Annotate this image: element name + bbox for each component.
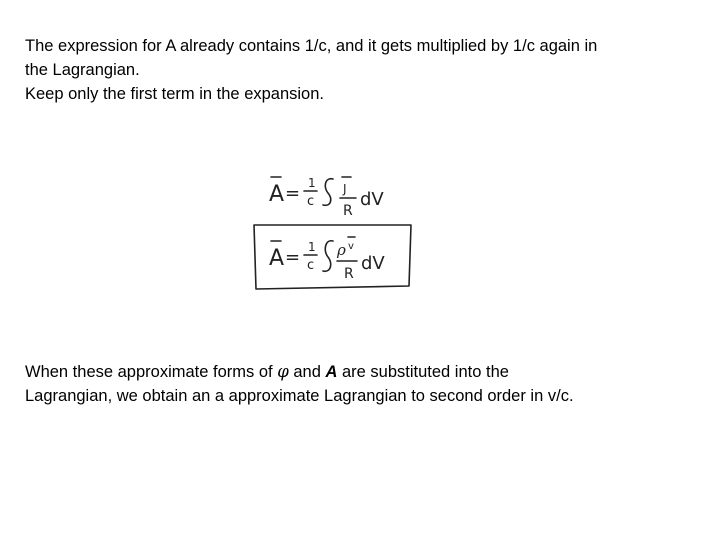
equations-drawing (245, 165, 420, 295)
equation-1 (269, 176, 384, 219)
intro-line-2: the Lagrangian. (25, 61, 140, 79)
eq2-integrand-rho: ρ (337, 241, 346, 259)
outro-and: and (288, 363, 326, 381)
vector-a-symbol: A (325, 363, 338, 381)
eq2-integral (323, 241, 333, 271)
phi-symbol: φ (277, 362, 289, 381)
eq1-lhs: A (269, 182, 285, 207)
intro-line-3: Keep only the first term in the expansion. (25, 85, 324, 103)
eq2-differential: dV (361, 253, 385, 274)
intro-text (25, 34, 695, 106)
eq2-frac-den: c (307, 258, 315, 273)
eq2-frac-num: 1 (308, 240, 316, 254)
eq1-frac-num: 1 (308, 176, 316, 190)
outro-line-1-start: When these approximate forms of (25, 363, 278, 381)
eq1-differential: dV (360, 189, 384, 210)
equation-2 (269, 237, 385, 282)
eq2-integrand-v: v (348, 241, 354, 252)
outro-line-1 (25, 360, 695, 384)
eq1-frac-den: c (307, 194, 315, 209)
outro-line-2: Lagrangian, we obtain an a approximate Lagrangian to second order in v/c. (25, 387, 574, 405)
outro-text (25, 360, 695, 408)
eq1-integrand-num: J (343, 182, 347, 196)
eq1-integral (323, 179, 333, 206)
outro-line-1-end: are substituted into the (337, 363, 509, 381)
eq2-integrand-den: R (344, 266, 354, 282)
eq2-lhs: A (269, 246, 285, 271)
handwritten-equations (245, 165, 420, 295)
eq1-integrand-den: R (343, 203, 353, 219)
eq2-equals: = (285, 247, 301, 268)
intro-line-1: The expression for A already contains 1/c, and it gets multiplied by 1/c again in (25, 37, 598, 55)
eq1-equals: = (285, 183, 301, 204)
